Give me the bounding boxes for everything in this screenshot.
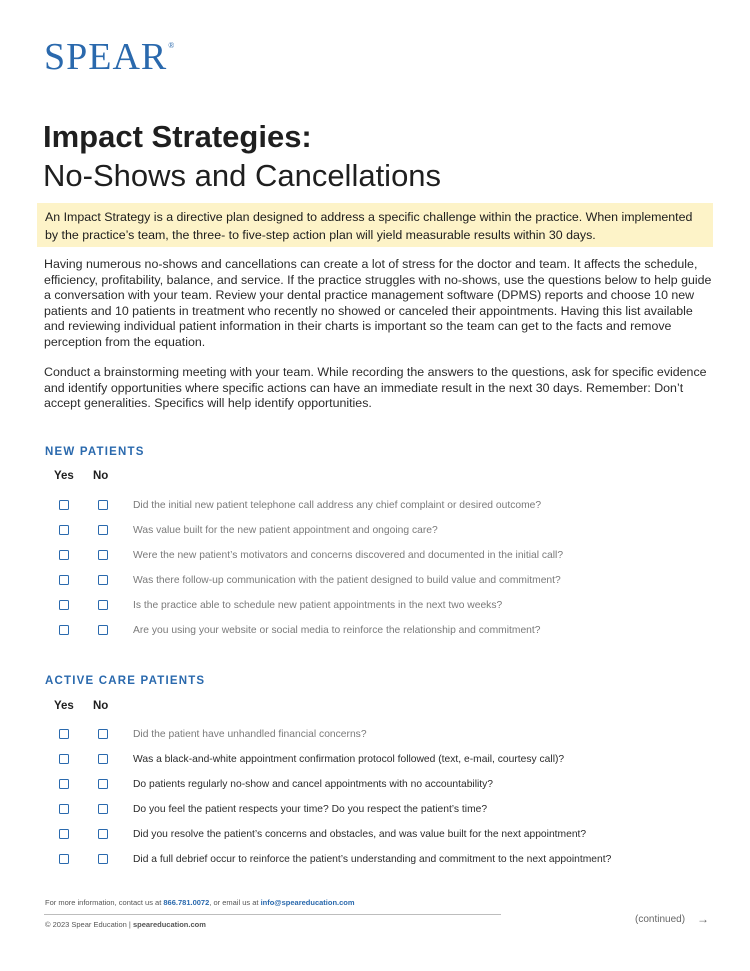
no-checkbox[interactable] [98,525,108,535]
page-title: Impact Strategies: [43,119,312,154]
question-text: Did the initial new patient telephone call address any chief complaint or desired outcome? [133,500,542,511]
yes-checkbox[interactable] [59,854,69,864]
yes-no-header [54,470,108,482]
question-row [58,828,708,842]
website-link[interactable]: speareducation.com [132,920,206,929]
question-row [58,803,708,817]
question-text: Is the practice able to schedule new patient appointments in the next two weeks? [133,600,503,611]
question-row [58,524,708,538]
yes-checkbox[interactable] [59,550,69,560]
continued-label: (continued) [635,914,686,925]
question-text: Was a black-and-white appointment confirmation protocol followed (text, e-mail, courtesy call)? [133,754,565,765]
footer-contact [45,898,355,907]
yes-checkbox[interactable] [59,804,69,814]
yes-checkbox[interactable] [59,525,69,535]
no-checkbox[interactable] [98,729,108,739]
question-row [58,728,708,742]
footer-divider [44,914,501,915]
question-text: Do you feel the patient respects your time? Do you respect the patient’s time? [133,804,488,815]
arrow-right-icon: → [697,912,709,926]
intro-paragraph: Having numerous no-shows and cancellations can create a lot of stress for the doctor and team. It affects the schedule, efficiency, profitability, balance, and service. If the practice struggles with no-shows, use the questions below to help guide a conversation with your team. Review your dental practice management software (DPMS) reports and choose 10 new patients and 10 patients in treatment who recently no showed or canceled their appointments. Having this list available and reviewing individual patient information in their charts is important so the team can get to the facts and remove perception from the equation. [44,257,712,349]
question-row [58,624,708,638]
section-title-active-care-patients: ACTIVE CARE PATIENTS [45,675,206,687]
question-text: Did the patient have unhandled financial concerns? [133,729,367,740]
yes-column-label: Yes [54,700,74,712]
footer-copyright [45,920,206,929]
question-text: Are you using your website or social media to reinforce the relationship and commitment? [133,625,541,636]
question-row [58,549,708,563]
section-title-new-patients: NEW PATIENTS [45,446,145,458]
question-row [58,499,708,513]
no-checkbox[interactable] [98,754,108,764]
yes-checkbox[interactable] [59,600,69,610]
question-text: Was value built for the new patient appointment and ongoing care? [133,525,438,536]
page-subtitle: No-Shows and Cancellations [43,158,442,193]
yes-column-label: Yes [54,470,74,482]
question-row [58,599,708,613]
impact-strategy-definition: An Impact Strategy is a directive plan designed to address a specific challenge within the practice. When implemented by the practice’s team, the three- to five-step action plan will yield measurable results within 30 days. [37,203,713,247]
question-row [58,853,708,867]
no-checkbox[interactable] [98,625,108,635]
yes-checkbox[interactable] [59,500,69,510]
yes-checkbox[interactable] [59,829,69,839]
instructions-paragraph: Conduct a brainstorming meeting with your team. While recording the answers to the questions, ask for specific evidence and identify opportunities where specific actions can have an immediate result in the next 30 days. Remember: Don’t accept generalities. Specifics will help identify opportunities. [44,365,707,411]
no-column-label: No [93,700,109,712]
question-text: Did a full debrief occur to reinforce the patient’s understanding and commitment to the next appointment? [133,854,612,865]
question-text: Was there follow-up communication with the patient designed to build value and commitment? [133,575,561,586]
question-text: Did you resolve the patient’s concerns and obstacles, and was value built for the next appointment? [133,829,587,840]
question-row [58,753,708,767]
no-checkbox[interactable] [98,779,108,789]
phone-link[interactable]: 866.781.0072 [163,898,210,907]
spear-logo: SPEAR® [44,36,176,78]
no-checkbox[interactable] [98,575,108,585]
question-text: Were the new patient’s motivators and concerns discovered and documented in the initial call? [133,550,564,561]
yes-checkbox[interactable] [59,779,69,789]
email-link[interactable]: info@speareducation.com [260,898,355,907]
copyright-text: © 2023 Spear Education | [45,920,133,929]
no-checkbox[interactable] [98,600,108,610]
no-checkbox[interactable] [98,500,108,510]
question-row [58,574,708,588]
no-checkbox[interactable] [98,854,108,864]
no-checkbox[interactable] [98,829,108,839]
question-text: Do patients regularly no-show and cancel appointments with no accountability? [133,779,494,790]
footer-contact-middle: , or email us at [209,898,261,907]
yes-checkbox[interactable] [59,575,69,585]
yes-no-header [54,700,108,712]
no-column-label: No [93,470,109,482]
question-row [58,778,708,792]
no-checkbox[interactable] [98,550,108,560]
footer-contact-prefix: For more information, contact us at [45,898,164,907]
yes-checkbox[interactable] [59,729,69,739]
yes-checkbox[interactable] [59,754,69,764]
registered-mark: ® [168,41,176,50]
no-checkbox[interactable] [98,804,108,814]
yes-checkbox[interactable] [59,625,69,635]
